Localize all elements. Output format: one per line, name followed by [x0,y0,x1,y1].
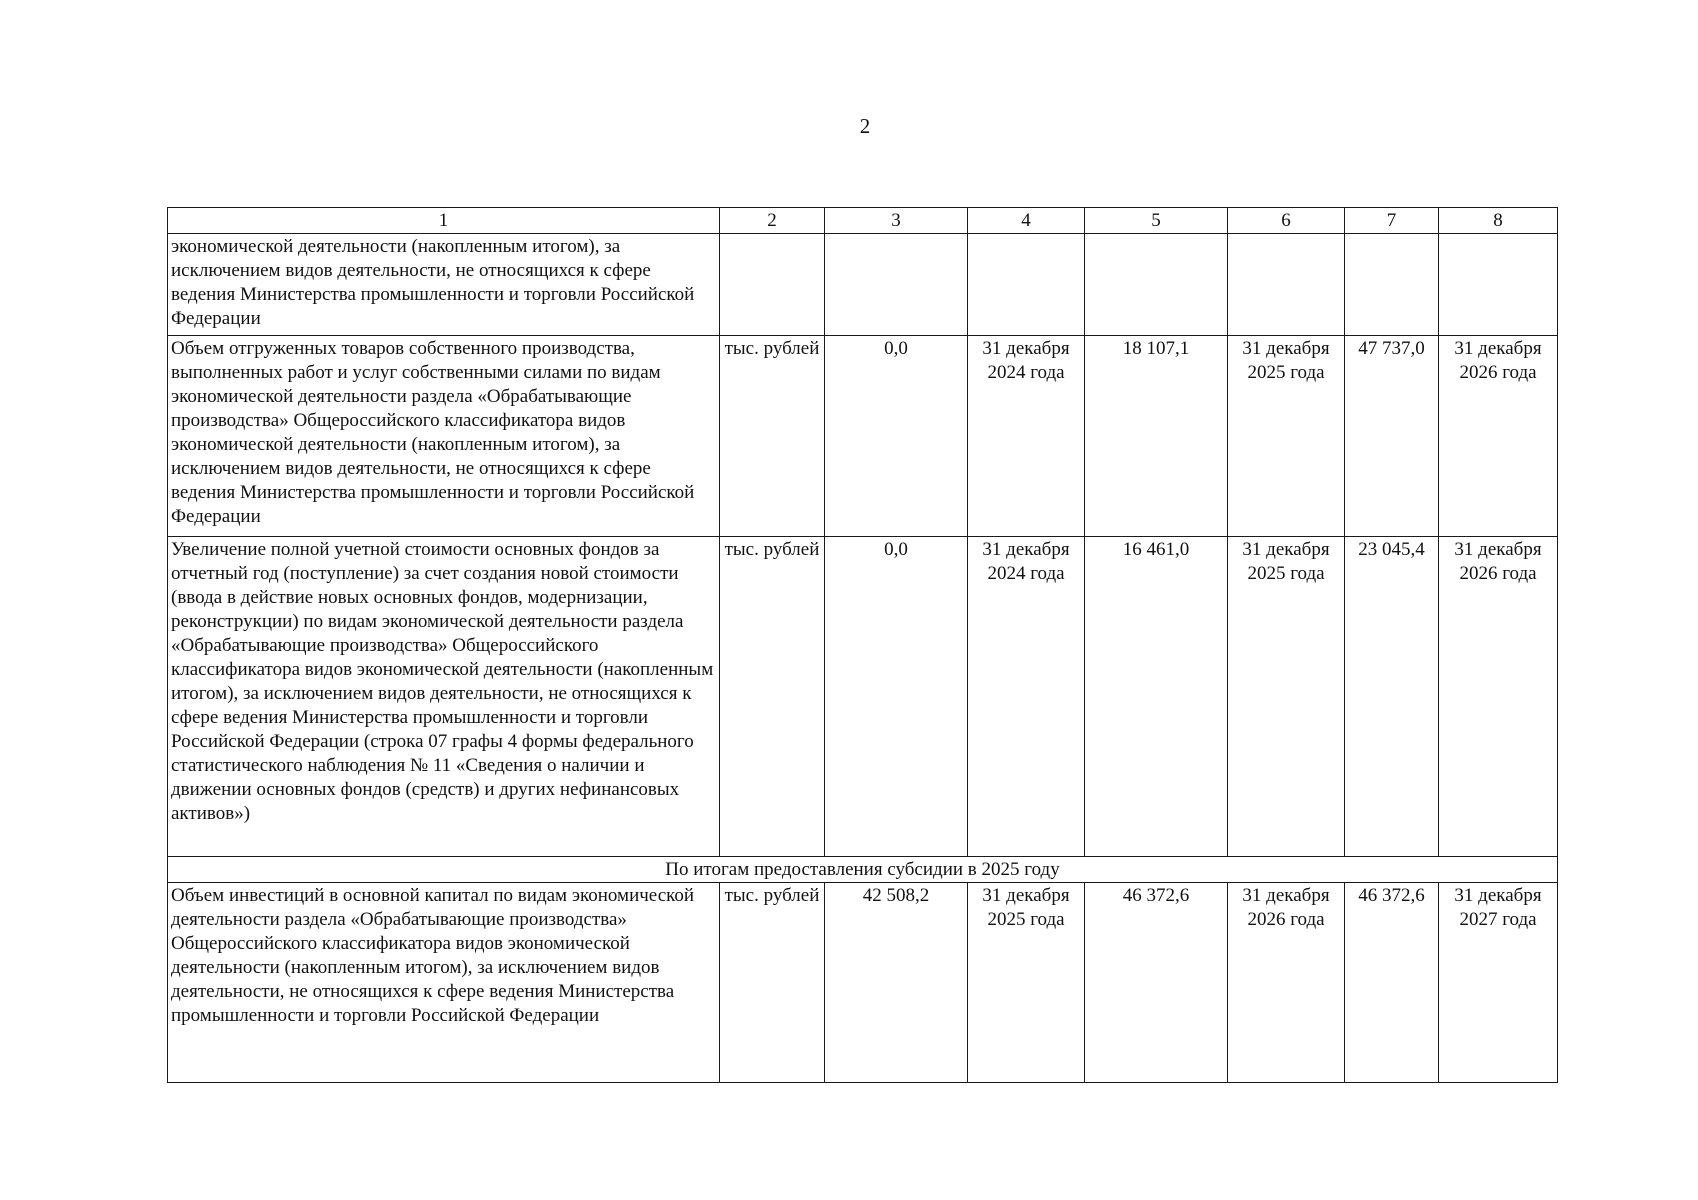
unit-cell: тыс. рублей [720,883,825,1083]
value-1-cell: 16 461,0 [1085,537,1228,857]
indicator-cell: Объем отгруженных товаров собственного производства, выполненных работ и услуг собственными силами по видам экономической деятельности раздела «Обрабатывающие производства» Общероссийского классификатора видов экономической деятельности (накопленным итогом), за исключением видов деятельности, не относящихся к сфере ведения Министерства промышленности и торговли Российской Федерации [168,336,720,537]
column-number-row [168,208,1558,234]
column-number: 1 [168,208,720,234]
base-date-cell: 31 декабря 2025 года [968,883,1085,1083]
column-number: 6 [1228,208,1345,234]
base-value-cell: 0,0 [825,537,968,857]
date-1-cell: 31 декабря 2025 года [1228,336,1345,537]
section-title: По итогам предоставления субсидии в 2025 году [168,857,1558,883]
column-number: 5 [1085,208,1228,234]
table-row [168,234,1558,336]
value-2-cell: 46 372,6 [1345,883,1439,1083]
date-2-cell: 31 декабря 2027 года [1439,883,1558,1083]
base-date-cell: 31 декабря 2024 года [968,537,1085,857]
indicator-cell: Объем инвестиций в основной капитал по видам экономической деятельности раздела «Обрабатывающие производства» Общероссийского классификатора видов экономической деятельности (накопленным итогом), за исключением видов деятельности, не относящихся к сфере ведения Министерства промышленности и торговли Российской Федерации [168,883,720,1083]
value-2-cell: 47 737,0 [1345,336,1439,537]
base-value-cell [825,234,968,336]
page-number: 2 [859,114,871,138]
table-row [168,883,1558,1083]
base-date-cell: 31 декабря 2024 года [968,336,1085,537]
indicators-table [167,207,1558,1083]
base-date-cell [968,234,1085,336]
unit-cell: тыс. рублей [720,537,825,857]
base-value-cell: 42 508,2 [825,883,968,1083]
value-1-cell: 18 107,1 [1085,336,1228,537]
column-number: 8 [1439,208,1558,234]
date-2-cell [1439,234,1558,336]
date-1-cell: 31 декабря 2026 года [1228,883,1345,1083]
value-2-cell [1345,234,1439,336]
table-row [168,537,1558,857]
value-1-cell [1085,234,1228,336]
indicator-cell: Увеличение полной учетной стоимости основных фондов за отчетный год (поступление) за счет создания новой стоимости (ввода в действие новых основных фондов, модернизации, реконструкции) по видам экономической деятельности раздела «Обрабатывающие производства» Общероссийского классификатора видов экономической деятельности (накопленным итогом), за исключением видов деятельности, не относящихся к сфере ведения Министерства промышленности и торговли Российской Федерации (строка 07 графы 4 формы федерального статистического наблюдения № 11 «Сведения о наличии и движении основных фондов (средств) и других нефинансовых активов») [168,537,720,857]
date-1-cell [1228,234,1345,336]
column-number: 7 [1345,208,1439,234]
unit-cell: тыс. рублей [720,336,825,537]
section-header-row [168,857,1558,883]
unit-cell [720,234,825,336]
column-number: 4 [968,208,1085,234]
value-2-cell: 23 045,4 [1345,537,1439,857]
indicator-cell: экономической деятельности (накопленным итогом), за исключением видов деятельности, не относящихся к сфере ведения Министерства промышленности и торговли Российской Федерации [168,234,720,336]
date-2-cell: 31 декабря 2026 года [1439,537,1558,857]
value-1-cell: 46 372,6 [1085,883,1228,1083]
column-number: 3 [825,208,968,234]
table-row [168,336,1558,537]
base-value-cell: 0,0 [825,336,968,537]
date-1-cell: 31 декабря 2025 года [1228,537,1345,857]
column-number: 2 [720,208,825,234]
date-2-cell: 31 декабря 2026 года [1439,336,1558,537]
